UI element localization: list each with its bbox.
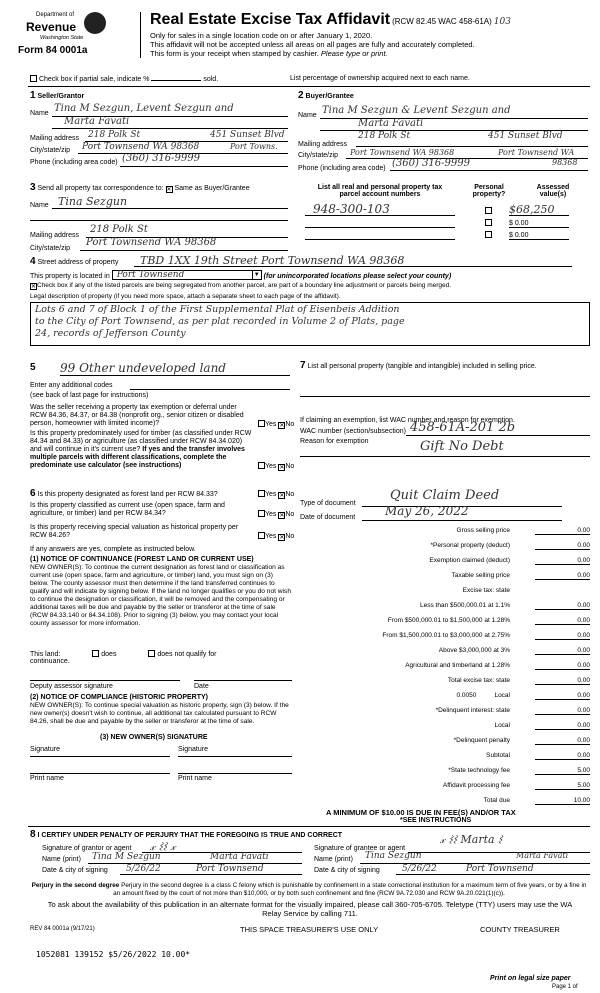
logo-swoosh-icon: [84, 12, 106, 34]
dp-lbl-b: Date & city of signing: [314, 867, 380, 874]
calc-row: [300, 527, 590, 539]
s6-q2-yes[interactable]: [258, 510, 265, 517]
calc-value[interactable]: 0.00: [535, 707, 590, 715]
buyer-name-lbl: Name: [298, 112, 317, 119]
form-title: [150, 11, 511, 29]
calc-label: Total due: [483, 797, 510, 804]
s5-q1-yes[interactable]: [258, 420, 265, 427]
doc-type-field[interactable]: Quit Claim Deed: [390, 488, 500, 503]
buyer-mail-field[interactable]: 218 Polk St: [358, 131, 411, 141]
y2: Yes: [265, 463, 277, 470]
calc-row: [300, 767, 590, 779]
calc-label: From $1,500,000.01 to $3,000,000 at 2.75%: [382, 632, 510, 639]
assessed-value-1[interactable]: $68,250: [509, 203, 555, 216]
calc-label: *State technology fee: [448, 767, 510, 774]
calc-value[interactable]: 0.00: [535, 737, 590, 745]
s6-q3-yes[interactable]: [258, 532, 265, 539]
section-5: [30, 362, 294, 488]
personal-prop-checkbox-2[interactable]: [485, 219, 492, 226]
y5: Yes: [265, 533, 277, 540]
s6-cont: continuance.: [30, 658, 70, 665]
subtitle-2: This affidavit will not be accepted unless all areas on all pages are fully and accurately completed.: [150, 40, 475, 49]
located-row: [30, 270, 451, 280]
corr-name-lbl: Name: [30, 202, 49, 209]
subtitle-3: [150, 49, 388, 58]
corr-name-line: [52, 208, 288, 209]
buyer-city-field-3[interactable]: 98368: [552, 158, 578, 167]
sig-line-2: [178, 756, 292, 757]
calc-value[interactable]: 0.00: [535, 542, 590, 550]
s6-h3: (3) NEW OWNER(S) SIGNATURE: [100, 734, 208, 741]
partial-sale-label: Check box if partial sale, indicate %: [38, 76, 150, 83]
calc-label: Total excise tax: state: [447, 677, 510, 684]
personal-prop-checkbox-3[interactable]: [485, 231, 492, 238]
s5-q2-yes[interactable]: [258, 462, 265, 469]
seller-city-lbl: City/state/zip: [30, 147, 71, 154]
n5: No: [285, 533, 295, 540]
corr-city-line: [80, 250, 288, 251]
reason-lbl: Reason for exemption: [300, 438, 369, 445]
pn-line-2: [178, 773, 292, 774]
calc-row: [300, 557, 590, 569]
buyer-mail-line: [356, 146, 588, 147]
s5-q1-yn: [258, 420, 294, 429]
parcel-line-2: [305, 227, 455, 228]
calc-row: [300, 632, 590, 644]
correspondence-section: [30, 182, 294, 252]
s6-p1: NEW OWNER(S): To continue the current designation as forest land or classification as current use (open space, farm and agriculture, or timber) land, you must sign on (3) below. The county assessor must then determine if the land transferred continues to qualify and will indicate by signing below. If the land no longer qualifies or you do not wish to continue the designation or classification, it will be removed and the compensating or additional taxes will be due and payable by the seller or transferor at the time of sale (RCW 84.33.140 or 84.34.108). Prior to signing (3) below, you may contact your local county assessor for more information.: [30, 564, 291, 627]
reason-field[interactable]: Gift No Debt: [420, 439, 504, 454]
corr-mail-field[interactable]: 218 Polk St: [90, 224, 148, 235]
parcel-head-3: [523, 184, 583, 198]
calc-label: Above $3,000,000 at 3%: [438, 647, 510, 654]
s7-num: 7: [300, 360, 306, 371]
calc-value[interactable]: 0.00: [535, 722, 590, 730]
reason-line: [300, 456, 590, 457]
dp-b-field[interactable]: 5/26/22: [402, 864, 437, 874]
calc-row: [300, 677, 590, 689]
calc-value[interactable]: 0.00: [535, 632, 590, 640]
dep-lbl: Deputy assessor signature: [30, 683, 113, 690]
sub3b-text: Please type or print.: [320, 49, 388, 58]
dept-of: Department of: [36, 12, 75, 18]
doc-date-field[interactable]: May 26, 2022: [385, 504, 469, 518]
s6-h1: (1) NOTICE OF CONTINUANCE (FOREST LAND OR CURRENT USE): [30, 556, 254, 563]
parcel-head-1: [305, 184, 455, 198]
buyer-city-field[interactable]: Port Townsend WA 98368: [350, 148, 455, 157]
dp-g2-field[interactable]: Port Townsend: [196, 864, 264, 874]
loc-note: (for unincorporated locations please select your county): [263, 273, 452, 280]
assessed-value-3[interactable]: $ 0.00: [509, 232, 529, 239]
buyer-phone-line: [390, 170, 588, 171]
s6-q3-no[interactable]: ✕: [279, 535, 285, 541]
y3: Yes: [265, 491, 277, 498]
calc-value[interactable]: 0.00: [535, 602, 590, 610]
s5q2a: Is this property predominately used for timber (as classified under RCW 84.34 and 84.33) or agriculture (as classified under RCW 84.34.020) and will continue in it's current use?: [30, 430, 252, 453]
calc-row: [300, 662, 590, 674]
personal-prop-checkbox-1[interactable]: [485, 207, 492, 214]
buyer-mail-lbl: Mailing address: [298, 141, 348, 148]
s7-head: [300, 362, 590, 371]
seller-name-line2: [52, 128, 288, 129]
calc-value[interactable]: 5.00: [535, 767, 590, 775]
corr-text: Send all property tax correspondence to:: [37, 185, 164, 192]
np-b2-field[interactable]: Marta Favati: [516, 851, 569, 860]
wac-field[interactable]: 458-61A-201 2b: [410, 420, 516, 435]
rule-1: [28, 86, 590, 87]
ownership-note: List percentage of ownership acquired next to each name.: [290, 75, 470, 82]
s5-see: (see back of last page for instructions): [30, 392, 149, 399]
parcel-number-1[interactable]: 948-300-103: [313, 202, 390, 216]
ph1: List all real and personal property tax: [317, 184, 443, 191]
y1: Yes: [265, 421, 277, 428]
buyer-name-field[interactable]: Tina M Sezgun & Levent Sezgun and: [322, 105, 511, 116]
sb-lbl: Signature of grantee or agent: [314, 845, 406, 852]
s5-enter: Enter any additional codes: [30, 382, 113, 389]
seller-mail-field-2[interactable]: 451 Sunset Blvd: [210, 130, 285, 140]
pn-lbl-2: Print name: [178, 775, 212, 782]
buyer-city-field-2[interactable]: Port Townsend WA: [498, 148, 575, 157]
av-line-3: [509, 239, 569, 240]
calc-row: [300, 647, 590, 659]
calc-row: [300, 572, 590, 584]
calc-value[interactable]: 0.00: [535, 617, 590, 625]
legal-line-3: 24, records of Jefferson County: [35, 328, 186, 339]
tl: This land:: [30, 651, 61, 658]
dept-revenue: Revenue: [26, 20, 77, 34]
calc-row: [300, 542, 590, 554]
doc-date-line: [362, 520, 562, 521]
grantee-signature-icon[interactable]: 𝓍 ⌇⌇ Marta ⌇: [440, 833, 503, 846]
legal-desc-box[interactable]: [30, 302, 590, 346]
doc-lbl: Type of document: [300, 500, 356, 507]
dep-date-line: [194, 680, 292, 681]
av-line-1: [509, 215, 569, 216]
header-divider: [140, 12, 141, 58]
calc-value[interactable]: 0.00: [535, 752, 590, 760]
buyer-mail-field-2[interactable]: 451 Sunset Blvd: [488, 131, 563, 141]
av-line-2: [509, 227, 569, 228]
s5-num: 5: [30, 362, 36, 373]
s6-q1: [30, 488, 218, 499]
ph5: Assessed: [536, 184, 570, 191]
cert-text: I CERTIFY UNDER PENALTY OF PERJURY THAT THE FOREGOING IS TRUE AND CORRECT: [37, 832, 343, 839]
loc-val: Port Townsend: [116, 270, 185, 280]
sub3-text: This form is your receipt when stamped by cashier.: [150, 49, 319, 58]
seller-city-field-2[interactable]: Port Towns.: [230, 142, 278, 151]
alt-format-note: To ask about the availability of this publication in an alternate format for the visually impaired, please call 360-705-6705. Teletype (TTY) users may use the WA Relay Service by calling 711.: [47, 900, 573, 918]
location-select[interactable]: [112, 270, 262, 280]
calc-label: From $500,000.01 to $1,500,000 at 1.28%: [387, 617, 510, 624]
parcels-table: [305, 184, 590, 252]
ph4: property?: [472, 191, 506, 198]
np-g-field[interactable]: Tina M Sezgun: [92, 852, 161, 862]
parcel-line-3: [305, 239, 455, 240]
calc-label: Agricultural and timberland at 1.28%: [405, 662, 510, 669]
assessed-value-2[interactable]: $ 0.00: [509, 220, 529, 227]
seller-mail-field[interactable]: 218 Polk St: [88, 130, 141, 140]
this-land-row: [30, 650, 217, 658]
seg-text: Check box if any of the listed parcels are being segregated from another parcel, are part of a boundary line adjustment or parcels being merged.: [37, 282, 452, 289]
street-address-field[interactable]: TBD 1XX 19th Street Port Townsend WA 98368: [140, 254, 405, 267]
ph6: value(s): [539, 191, 567, 198]
s5-q1-no[interactable]: ✕: [279, 423, 285, 429]
buyer-name-field-2[interactable]: Marta Favati: [358, 118, 424, 129]
legal-line-2: to the City of Port Townsend, as per plat recorded in Volume 2 of Plats, page: [35, 316, 405, 327]
does-lbl: does: [101, 651, 117, 658]
s5q2b: If yes and the transfer involves multiple parcels with different classifications, complete the predominate use calculator (see instructions): [30, 446, 245, 469]
pn-lbl-1: Print name: [30, 775, 64, 782]
section-7: [300, 362, 590, 522]
calc-row: [300, 692, 590, 704]
s5-q2: [30, 430, 255, 470]
calc-value[interactable]: 5.00: [535, 782, 590, 790]
s6q1: Is this property designated as forest land per RCW 84.33?: [37, 491, 218, 498]
s8-num: 8: [30, 829, 36, 840]
section-8: [30, 829, 590, 881]
seller-phone-line: [120, 166, 288, 167]
grantor-signature-icon[interactable]: 𝓍 ⌇⌇ 𝓍: [150, 840, 176, 853]
dropdown-arrow-icon: ▼: [252, 271, 261, 279]
parcel-head-2: [465, 184, 513, 198]
partial-sale-checkbox[interactable]: [30, 75, 37, 82]
legal-size-note: Print on legal size paper: [490, 975, 571, 982]
rule-8: [28, 826, 590, 827]
buyer-num: 2: [298, 90, 304, 101]
n1: No: [285, 421, 295, 428]
rcw-text: (RCW 82.45 WAC 458-61A): [392, 17, 492, 26]
calc-row: [300, 602, 590, 614]
calc-label: Gross selling price: [456, 527, 510, 534]
street-line: [134, 266, 572, 267]
calc-row: [300, 617, 590, 629]
dept-wa: Washington State: [40, 35, 84, 41]
street-section: [30, 256, 590, 352]
seller-section: [30, 90, 290, 178]
calc-label: Exemption claimed (deduct): [429, 557, 510, 564]
perjury-note: Perjury in the second degree Perjury in the second degree is a class C felony which is punishable by confinement in a state correctional institution for a maximum term of five years, or by a fine in an amount fixed by the court of not more than $10,000, or by both such confinement and fine (RCW 9A.72.030 and RCW 9A.20.021(1)(c)).: [31, 882, 587, 897]
dp-g-field[interactable]: 5/26/22: [126, 864, 161, 874]
s6-q1-yes[interactable]: [258, 490, 265, 497]
calc-label: 0.0050 Local: [456, 692, 510, 699]
calc-value[interactable]: 10.00: [535, 797, 590, 805]
calc-row: [300, 587, 590, 599]
dn-lbl: does not qualify for: [157, 651, 217, 658]
parcel-line-1: [305, 215, 455, 216]
perj-text: Perjury in the second degree is a class C felony which is punishable by confinement in a state correctional institution for a maximum term of five years, or by a fine in an amount fixed by the court of not more than $10,000, or by both such confinement and fine (RCW 9A.72.030 and RCW 9A.20.021(1)(c)).: [113, 882, 587, 897]
seller-heading-text: Seller/Grantor: [37, 93, 85, 100]
s5-q2-yn: [258, 462, 294, 471]
seller-phone-lbl: Phone (including area code): [30, 159, 118, 166]
dep-date-lbl: Date: [194, 683, 209, 690]
sig-line-1: [30, 756, 170, 757]
calc-row: [300, 737, 590, 749]
legal-line-1: Lots 6 and 7 of Block 1 of the First Supplemental Plat of Eisenbeis Addition: [35, 304, 400, 315]
wac-lbl: WAC number (section/subsection): [300, 428, 406, 435]
calc-value[interactable]: 0.00: [535, 677, 590, 685]
calc-label: Less than $500,000.01 at 1.1%: [420, 602, 510, 609]
calc-row: [300, 722, 590, 734]
title-text: Real Estate Excise Tax Affidavit: [150, 11, 391, 28]
s5-q1: Was the seller receiving a property tax exemption or deferral under RCW 84.36, 84.37, or 84.38 (nonprofit org., senior citizen or disabled person, homeowner with limited income)?: [30, 404, 244, 427]
ph3: Personal: [474, 184, 504, 191]
pp-line: [300, 396, 590, 397]
s6-q3-yn: [258, 532, 294, 541]
street-num: 4: [30, 256, 36, 267]
s6-if: If any answers are yes, complete as instructed below.: [30, 546, 196, 553]
partial-sale: [30, 75, 218, 83]
dp-b2-field[interactable]: Port Townsend: [466, 864, 534, 874]
calc-label: Affidavit processing fee: [442, 782, 510, 789]
corr-mail-lbl: Mailing address: [30, 232, 80, 239]
does-checkbox[interactable]: [92, 650, 99, 657]
calc-value[interactable]: 0.00: [535, 572, 590, 580]
np-g2-field[interactable]: Marta Favati: [210, 852, 269, 862]
s6-h2: (2) NOTICE OF COMPLIANCE (HISTORIC PROPERTY): [30, 694, 208, 701]
county-treasurer: COUNTY TREASURER: [480, 925, 560, 934]
calc-label: *Personal property (deduct): [430, 542, 510, 549]
date-doc-lbl: Date of document: [300, 514, 356, 521]
dor-logo: [18, 10, 138, 58]
buyer-city-lbl: City/state/zip: [298, 152, 339, 159]
s6-q2-yn: [258, 510, 294, 519]
buyer-heading: [298, 90, 590, 101]
s6-q2-no[interactable]: ✕: [279, 513, 285, 519]
calc-label: *Delinquent interest: state: [435, 707, 510, 714]
corr-heading: [30, 182, 294, 193]
calc-row: [300, 782, 590, 794]
s6-q1-no[interactable]: ✕: [279, 493, 285, 499]
form-number: Form 84 0001a: [18, 45, 88, 56]
s6-p2: NEW OWNER(S): To continue special valuation as historic property, sign (3) below. If the new owner(s) doesn't wish to continue, all additional tax calculated pursuant to RCW 84.26, shall be due and payable by the seller or transferor at the time of sale.: [30, 702, 289, 725]
loc-lbl: This property is located in: [30, 273, 110, 280]
s6-q2: Is this property classified as current use (open space, farm and agriculture, or timber) land per RCW 84.34?: [30, 502, 225, 517]
page-mark: 103: [493, 17, 511, 27]
np-lbl-g: Name (print): [42, 856, 81, 863]
sig-lbl-2: Signature: [178, 746, 208, 753]
dep-line: [30, 680, 180, 681]
s6-num: 6: [30, 488, 36, 499]
dp-lbl-g: Date & city of signing: [42, 867, 108, 874]
calc-label: Taxable selling price: [451, 572, 510, 579]
seller-heading: [30, 90, 290, 101]
y4: Yes: [265, 511, 277, 518]
treasurer-use: THIS SPACE TREASURER'S USE ONLY: [240, 925, 379, 934]
receipt-stamp: 1052081 139152 $5/26/2022 10.00*: [36, 950, 191, 959]
seller-mail-lbl: Mailing address: [30, 135, 80, 142]
n3: No: [285, 491, 295, 498]
page-of: Page 1 of: [552, 984, 578, 990]
pn-line-1: [30, 773, 170, 774]
ph2: parcel account numbers: [339, 191, 421, 198]
calc-value[interactable]: 0.00: [535, 527, 590, 535]
seller-name-field[interactable]: Tina M Sezgun, Levent Sezgun and: [54, 103, 234, 114]
calc-value[interactable]: 0.00: [535, 647, 590, 655]
calc-label: Subtotal: [486, 752, 510, 759]
s7-ex: If claiming an exemption, list WAC number and reason for exemption.: [300, 417, 515, 424]
corr-name-field[interactable]: Tina Sezgun: [58, 195, 128, 208]
land-use-field[interactable]: 99 Other undeveloped land: [60, 361, 290, 376]
np-g-line: [88, 863, 302, 864]
corr-same: Same as Buyer/Grantee: [174, 185, 250, 192]
cert-row: [30, 829, 590, 840]
s6-q3: Is this property receiving special valuation as historical property per RCW 84.26?: [30, 524, 239, 539]
segregate-checkbox[interactable]: ✕: [31, 284, 37, 290]
subtitle-1: Only for sales in a single location code on or after January 1, 2020.: [150, 31, 373, 40]
segregate-row: [30, 282, 451, 290]
calc-row: [300, 707, 590, 719]
street-lbl: Street address of property: [37, 259, 119, 266]
corr-num: 3: [30, 182, 36, 193]
calc-label: Excise tax: state: [462, 587, 510, 594]
section-6: [30, 488, 294, 858]
s5-q2-no[interactable]: ✕: [279, 465, 285, 471]
wac-line: [406, 435, 590, 436]
s7-text: List all personal property (tangible and intangible) included in selling price.: [307, 363, 537, 370]
buyer-phone-lbl: Phone (including area code): [298, 165, 386, 172]
calc-value[interactable]: 0.00: [535, 557, 590, 565]
seller-phone-field[interactable]: (360) 316-9999: [122, 153, 200, 164]
corr-blank-line: [30, 220, 288, 221]
corr-city-lbl: City/state/zip: [30, 245, 71, 252]
calc-row: [300, 752, 590, 764]
seller-num: 1: [30, 90, 36, 101]
dp-g-line: [120, 874, 302, 875]
n2: No: [285, 463, 295, 470]
corr-city-field[interactable]: Port Townsend WA 98368: [86, 237, 217, 248]
n4: No: [285, 511, 295, 518]
calc-value[interactable]: 0.00: [535, 692, 590, 700]
sig-lbl-1: Signature: [30, 746, 60, 753]
dp-b-line: [396, 874, 590, 875]
legal-lbl: Legal description of property (if you need more space, attach a separate sheet to each page of the affidavit).: [30, 293, 341, 300]
buyer-phone-field[interactable]: (360) 316-9999: [392, 158, 470, 169]
seller-city-field[interactable]: Port Townsend WA 98368: [82, 142, 200, 152]
sg-lbl: Signature of grantor or agent: [42, 845, 132, 852]
partial-sale-post: sold.: [203, 76, 219, 83]
calc-label: Local: [494, 722, 510, 729]
seller-name-lbl: Name: [30, 110, 49, 117]
calc-label: *Delinquent penalty: [453, 737, 510, 744]
same-as-buyer-checkbox[interactable]: ✕: [166, 187, 172, 193]
calc-minimum: A MINIMUM OF $10.00 IS DUE IN FEE(S) AND/OR TAX: [326, 808, 516, 817]
does-not-checkbox[interactable]: [148, 650, 155, 657]
calc-value[interactable]: 0.00: [535, 662, 590, 670]
rev-number: REV 84 0001a (9/17/21): [30, 926, 95, 932]
s6-q1-yn: [258, 490, 294, 499]
calc-see: *SEE INSTRUCTIONS: [400, 817, 472, 824]
np-lbl-b: Name (print): [314, 856, 353, 863]
buyer-section: [298, 90, 590, 178]
np-b-field[interactable]: Tina Sezgun: [365, 851, 422, 861]
buyer-heading-text: Buyer/Grantee: [305, 93, 354, 100]
codes-line: [130, 389, 290, 390]
seller-name-field-2[interactable]: Marta Favati: [64, 116, 130, 127]
